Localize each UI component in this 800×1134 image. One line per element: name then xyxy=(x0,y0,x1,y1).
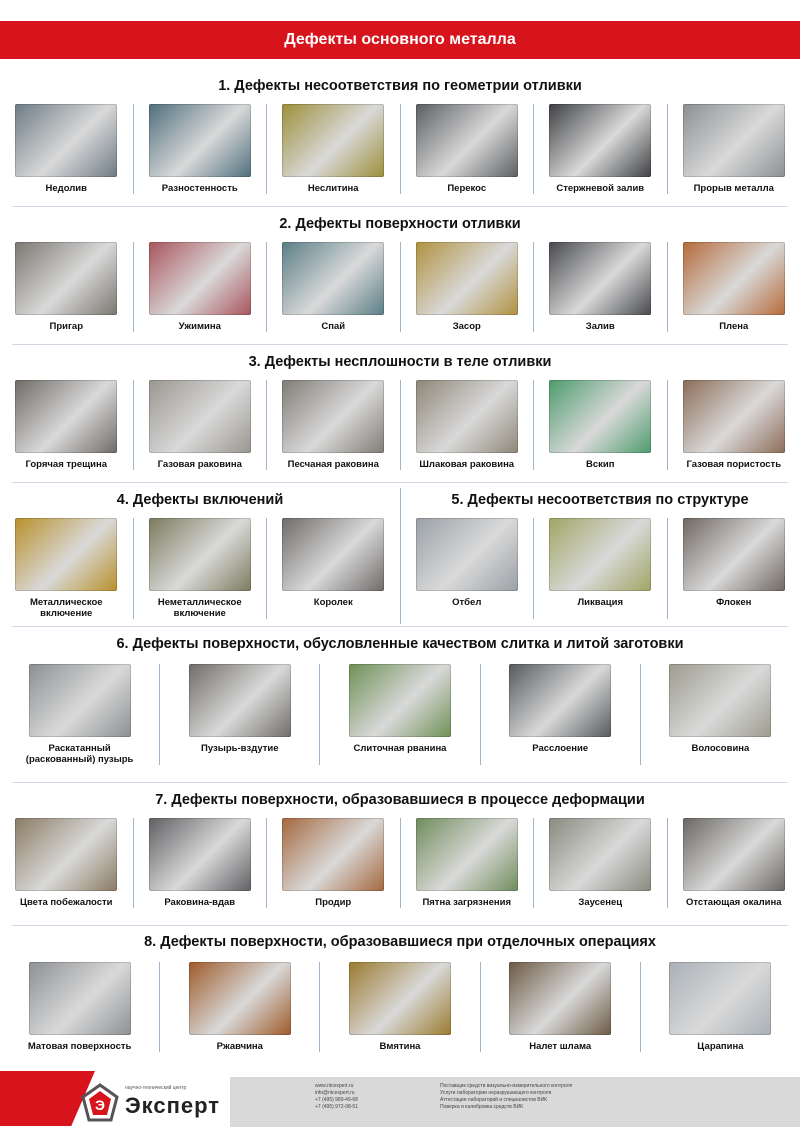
defect-photo xyxy=(189,962,291,1035)
defect-label: Ржавчина xyxy=(216,1041,263,1052)
defect-label: Вскип xyxy=(586,459,615,470)
defect-item xyxy=(133,818,267,908)
defect-photo xyxy=(683,242,785,315)
defect-photo xyxy=(416,818,518,891)
service-item: Поставщик средств визуально-измерительного контроля xyxy=(440,1083,573,1089)
defect-label: Пузырь-вздутие xyxy=(201,743,279,754)
defect-label: Песчаная раковина xyxy=(287,459,379,470)
defect-photo xyxy=(15,518,117,591)
defect-photo xyxy=(549,818,651,891)
defect-photo xyxy=(29,664,131,737)
defect-label: Металлическое включение xyxy=(29,597,103,619)
defect-label: Неслитина xyxy=(307,183,359,194)
defect-label: Ужимина xyxy=(178,321,221,332)
expert-logo-icon xyxy=(80,1083,120,1123)
defect-photo xyxy=(509,962,611,1035)
defect-item xyxy=(667,518,800,619)
section-divider xyxy=(12,206,788,207)
defect-photo xyxy=(549,242,651,315)
footer xyxy=(0,1071,800,1134)
defect-item xyxy=(0,664,159,765)
website-link[interactable]: www.ntcexpert.ru xyxy=(315,1083,354,1089)
defect-photo xyxy=(416,380,518,453)
defect-item xyxy=(0,962,159,1052)
defect-item xyxy=(533,380,667,470)
defect-label: Пригар xyxy=(49,321,83,332)
defect-item xyxy=(400,242,534,332)
defect-photo xyxy=(669,962,771,1035)
defect-label: Отбел xyxy=(452,597,482,608)
defect-item xyxy=(133,104,267,194)
section-title: 7. Дефекты поверхности, образовавшиеся в процессе деформации xyxy=(155,792,645,808)
section-6-row xyxy=(0,664,800,765)
defect-item xyxy=(533,242,667,332)
defect-item xyxy=(133,380,267,470)
service-item: Услуги лаборатории неразрушающего контроля xyxy=(440,1090,552,1096)
defect-photo xyxy=(282,818,384,891)
defect-photo xyxy=(15,104,117,177)
defect-item xyxy=(640,664,800,765)
defect-label: Заусенец xyxy=(578,897,623,908)
defect-item xyxy=(667,380,800,470)
defect-photo xyxy=(15,380,117,453)
defect-item xyxy=(400,818,534,908)
section-divider xyxy=(12,626,788,627)
defect-photo xyxy=(349,664,451,737)
section-divider xyxy=(12,782,788,783)
defect-item xyxy=(533,104,667,194)
section-title: 6. Дефекты поверхности, обусловленные качеством слитка и литой заготовки xyxy=(116,636,684,652)
defect-label: Налет шлама xyxy=(529,1041,592,1052)
defect-photo xyxy=(15,242,117,315)
defect-label: Цвета побежалости xyxy=(20,897,113,908)
service-item: Аттестация лабораторий и специалистов ВИК xyxy=(440,1097,548,1103)
defect-photo xyxy=(149,242,251,315)
defect-label: Раковина-вдав xyxy=(164,897,236,908)
defect-item xyxy=(266,518,400,619)
defect-item xyxy=(400,518,534,619)
defect-photo xyxy=(683,518,785,591)
section-title: 2. Дефекты поверхности отливки xyxy=(279,216,521,232)
defect-photo xyxy=(549,518,651,591)
defect-label: Шлаковая раковина xyxy=(419,459,515,470)
defect-item xyxy=(480,664,640,765)
defect-photo xyxy=(149,818,251,891)
defect-photo xyxy=(282,104,384,177)
section-7-row xyxy=(0,818,800,908)
defect-photo xyxy=(29,962,131,1035)
defect-item xyxy=(400,380,534,470)
section-title: 1. Дефекты несоответствия по геометрии отливки xyxy=(218,78,582,94)
defect-item xyxy=(0,518,133,619)
email-link[interactable]: info@ntcexpert.ru xyxy=(315,1090,355,1096)
defect-photo xyxy=(149,518,251,591)
defect-item xyxy=(0,242,133,332)
section-divider xyxy=(12,344,788,345)
defect-label: Плена xyxy=(719,321,749,332)
defect-item xyxy=(133,518,267,619)
defect-photo xyxy=(282,380,384,453)
defect-item xyxy=(0,818,133,908)
defect-label: Слиточная рванина xyxy=(353,743,447,754)
defect-item xyxy=(640,962,800,1052)
defect-label: Вмятина xyxy=(379,1041,421,1052)
defect-photo xyxy=(416,104,518,177)
phone-2: +7 (495) 972-98-51 xyxy=(315,1104,358,1110)
contacts-block xyxy=(315,1083,425,1111)
defect-photo xyxy=(683,818,785,891)
defect-photo xyxy=(149,104,251,177)
section-2-row xyxy=(0,242,800,332)
section-title: 5. Дефекты несоответствия по структуре xyxy=(451,492,749,508)
defect-item xyxy=(667,818,800,908)
defect-photo xyxy=(149,380,251,453)
defect-item xyxy=(400,104,534,194)
defect-item xyxy=(319,962,479,1052)
defect-label: Спай xyxy=(321,321,346,332)
defect-photo xyxy=(416,518,518,591)
defect-label: Залив xyxy=(585,321,615,332)
section-8-row xyxy=(0,962,800,1052)
section-title: 3. Дефекты несплошности в теле отливки xyxy=(248,354,552,370)
defect-item xyxy=(266,380,400,470)
defect-label: Пятна загрязнения xyxy=(422,897,512,908)
logo-tagline: научно-технический центр xyxy=(125,1085,187,1091)
page-title: Дефекты основного металла xyxy=(284,31,516,48)
defect-photo xyxy=(15,818,117,891)
defect-label: Перекос xyxy=(447,183,487,194)
defect-label: Засор xyxy=(452,321,481,332)
section-divider xyxy=(12,482,788,483)
defect-label: Волосовина xyxy=(691,743,750,754)
service-item: Поверка и калибровка средств ВИК xyxy=(440,1104,524,1110)
defect-label: Продир xyxy=(315,897,352,908)
defect-photo xyxy=(683,104,785,177)
defect-photo xyxy=(349,962,451,1035)
section-divider xyxy=(12,925,788,926)
defect-item xyxy=(266,242,400,332)
section-1-row xyxy=(0,104,800,194)
defect-item xyxy=(533,818,667,908)
defect-label: Королек xyxy=(313,597,353,608)
defect-photo xyxy=(669,664,771,737)
defect-photo xyxy=(549,380,651,453)
defect-photo xyxy=(189,664,291,737)
logo-text: Эксперт xyxy=(125,1093,221,1118)
defect-photo xyxy=(416,242,518,315)
defect-label: Расслоение xyxy=(532,743,589,754)
svg-text:Э: Э xyxy=(95,1097,105,1113)
defect-item xyxy=(667,104,800,194)
defect-item xyxy=(0,380,133,470)
defect-item xyxy=(319,664,479,765)
defect-photo xyxy=(683,380,785,453)
phone-1: +7 (495) 989-49-68 xyxy=(315,1097,358,1103)
defect-label: Неметаллическое включение xyxy=(157,597,242,619)
defect-label: Флокен xyxy=(716,597,752,608)
defect-item xyxy=(159,664,319,765)
services-block xyxy=(440,1083,660,1111)
section-3-row xyxy=(0,380,800,470)
defect-photo xyxy=(282,242,384,315)
defect-item xyxy=(266,104,400,194)
defect-label: Раскатанный (раскованный) пузырь xyxy=(25,743,134,765)
defect-item xyxy=(133,242,267,332)
defect-label: Газовая раковина xyxy=(157,459,242,470)
defect-label: Отстающая окалина xyxy=(685,897,782,908)
section-vertical-divider xyxy=(400,488,401,624)
defect-label: Прорыв металла xyxy=(693,183,774,194)
defect-photo xyxy=(282,518,384,591)
header-banner xyxy=(0,21,800,59)
defect-label: Матовая поверхность xyxy=(27,1041,132,1052)
defect-item xyxy=(480,962,640,1052)
defect-label: Горячая трещина xyxy=(25,459,108,470)
defect-label: Недолив xyxy=(45,183,87,194)
defect-label: Ликвация xyxy=(577,597,623,608)
defect-label: Газовая пористость xyxy=(686,459,782,470)
defect-label: Разностенность xyxy=(161,183,238,194)
defect-photo xyxy=(509,664,611,737)
section-title: 8. Дефекты поверхности, образовавшиеся при отделочных операциях xyxy=(144,934,656,950)
section-title: 4. Дефекты включений xyxy=(116,492,284,508)
defect-item xyxy=(533,518,667,619)
defect-item xyxy=(159,962,319,1052)
defect-item xyxy=(0,104,133,194)
defect-item xyxy=(667,242,800,332)
defect-label: Стержневой залив xyxy=(556,183,645,194)
defect-item xyxy=(266,818,400,908)
defect-photo xyxy=(549,104,651,177)
defect-label: Царапина xyxy=(697,1041,744,1052)
